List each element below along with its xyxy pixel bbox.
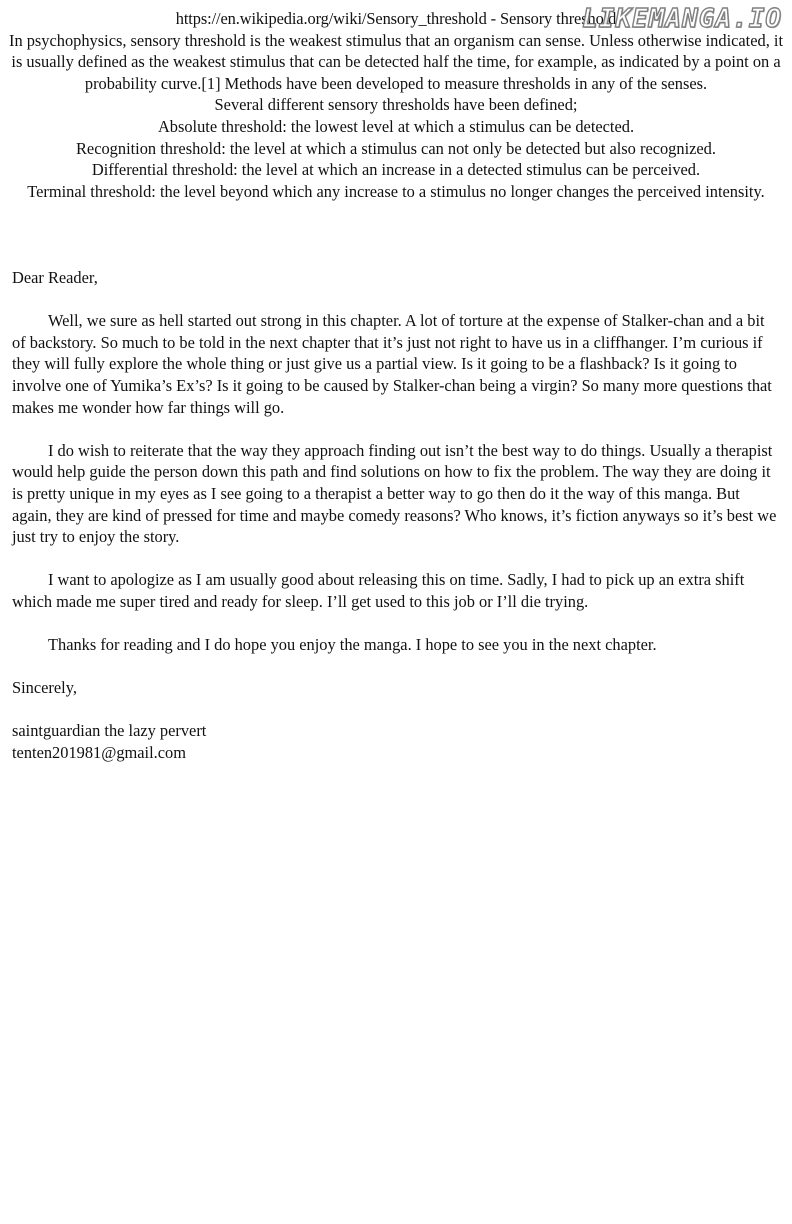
signature-email: tenten201981@gmail.com	[12, 743, 186, 763]
source-url-line: https://en.wikipedia.org/wiki/Sensory_threshold - Sensory threshold	[175, 9, 617, 28]
threshold-item-differential: Differential threshold: the level at which an increase in a detected stimulus can be perceived.	[91, 160, 701, 180]
threshold-definition-block	[8, 8, 784, 202]
threshold-item-recognition: Recognition threshold: the level at which a stimulus can not only be detected but also recognized.	[76, 138, 716, 158]
letter-paragraph: I want to apologize as I am usually good about releasing this on time. Sadly, I had to pick up an extra shift which made me super tired and ready for sleep. I’ll get used to this job or I’ll die trying.	[12, 570, 745, 611]
site-watermark: LIKEMANGA.IO	[582, 4, 782, 34]
letter-paragraph: Well, we sure as hell started out strong in this chapter. A lot of torture at the expense of Stalker-chan and a bit of backstory. So much to be told in the next chapter that it’s just not right to have us in a cliffhanger. I’m curious if they will fully explore the whole thing or just give us a partial view. Is it going to be a flashback? Is it going to involve one of Yumika’s Ex’s? Is it going to be caused by Stalker-chan being a virgin? So many more questions that makes me wonder how far things will go.	[12, 311, 772, 417]
letter-paragraph: Thanks for reading and I do hope you enjoy the manga. I hope to see you in the next chapter.	[48, 635, 657, 655]
definition-paragraph: In psychophysics, sensory threshold is the weakest stimulus that an organism can sense. Unless otherwise indicated, it is usually defined as the weakest stimulus that can be detected half the time, for example, as indicated by a point on a probability curve.[1] Methods have been developed to measure thresholds in any of the senses.	[8, 30, 784, 93]
threshold-item-terminal: Terminal threshold: the level beyond which any increase to a stimulus no longer changes the perceived intensity.	[27, 181, 765, 201]
signature-name: saintguardian the lazy pervert	[12, 721, 207, 741]
letter-body	[12, 267, 782, 764]
letter-paragraph: I do wish to reiterate that the way they approach finding out isn’t the best way to do things. Usually a therapist would help guide the person down this path and find solutions on how to fix the problem. The way they are doing it is pretty unique in my eyes as I see going to a therapist a better way to go then do it the way of this manga. But again, they are kind of pressed for time and maybe comedy reasons? Who knows, it’s fiction anyways so it’s best we just try to enjoy the story.	[12, 440, 777, 547]
letter-salutation: Dear Reader,	[12, 268, 98, 287]
threshold-list-intro: Several different sensory thresholds have been defined;	[214, 95, 578, 115]
threshold-item-absolute: Absolute threshold: the lowest level at which a stimulus can be detected.	[157, 116, 635, 136]
letter-closing: Sincerely,	[12, 678, 77, 698]
